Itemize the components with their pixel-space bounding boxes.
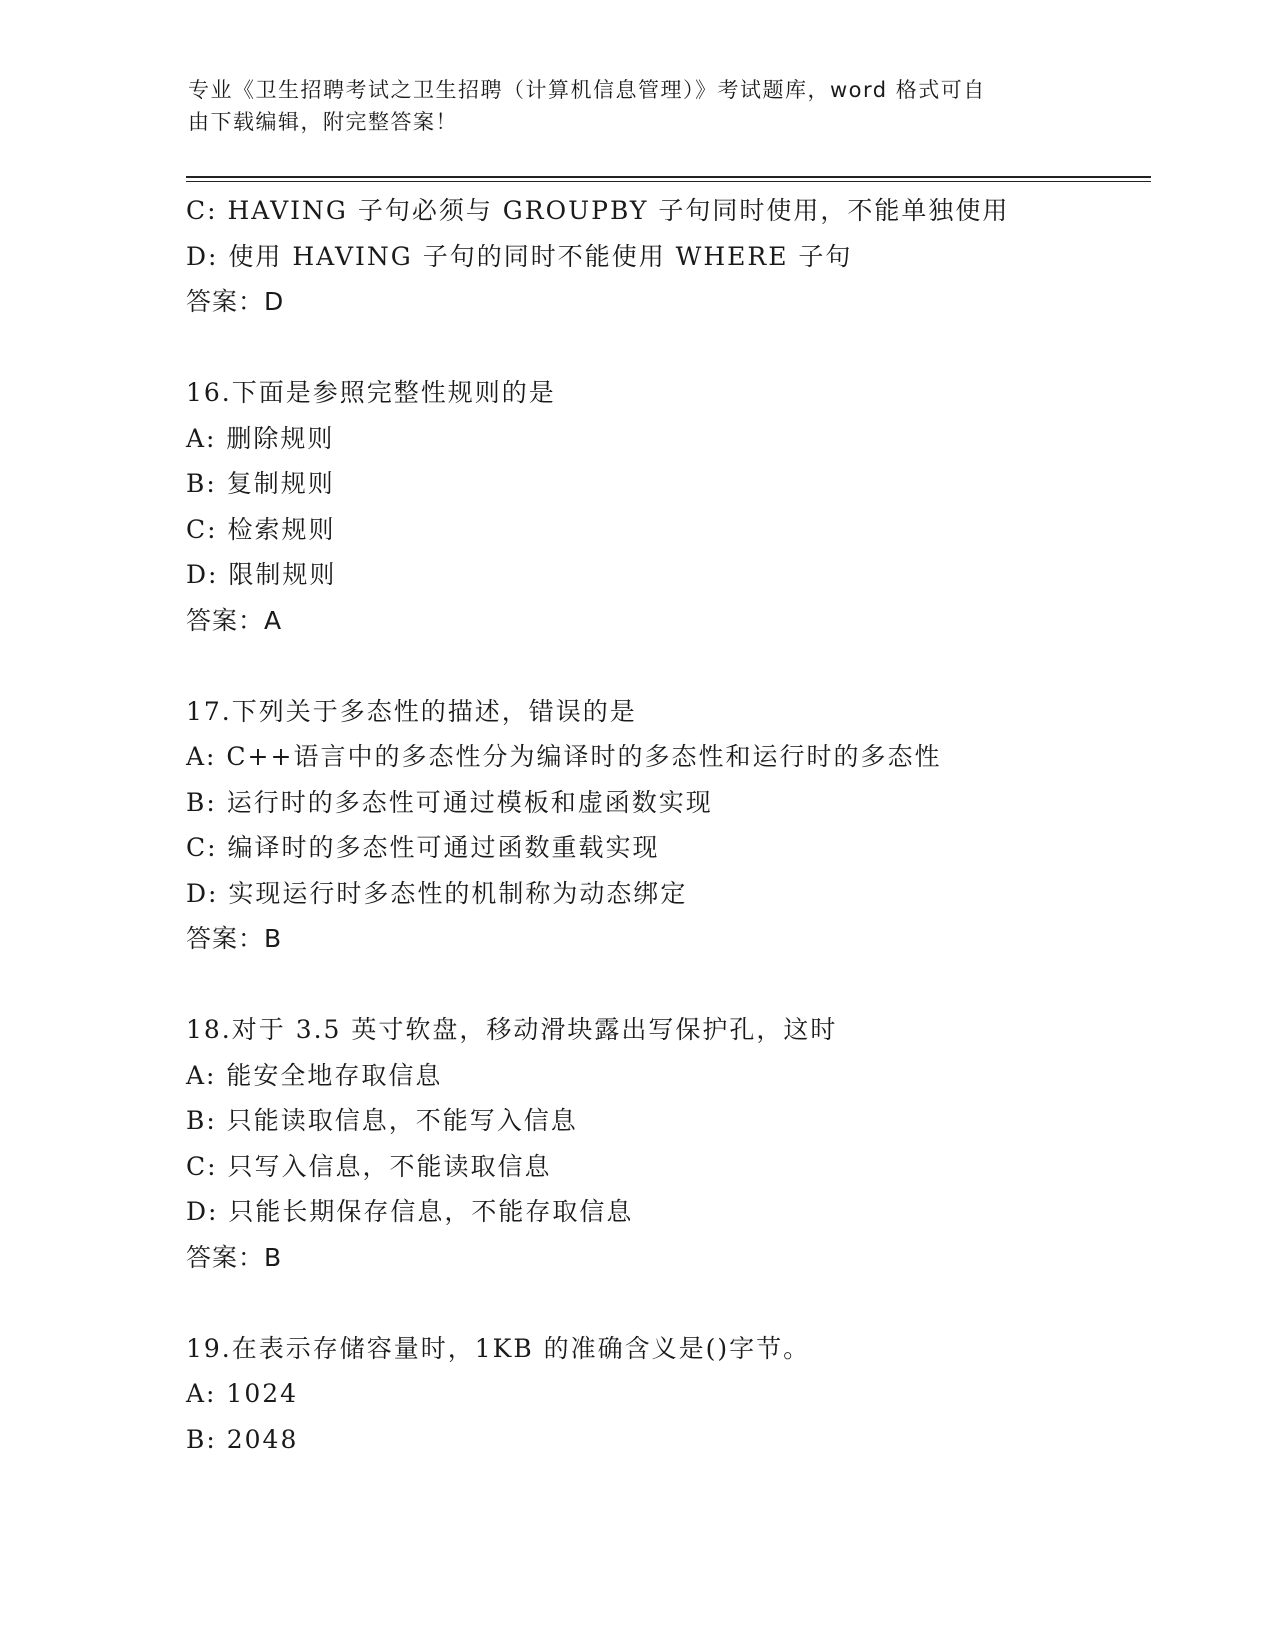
header-divider-thick bbox=[186, 176, 1151, 178]
q17-option-a: A: C++语言中的多态性分为编译时的多态性和运行时的多态性 bbox=[186, 742, 942, 771]
question-18-block bbox=[186, 1007, 1146, 1280]
question-16-block bbox=[186, 370, 1146, 643]
q18-option-b: B: 只能读取信息，不能写入信息 bbox=[186, 1106, 578, 1135]
q18-option-a: A: 能安全地存取信息 bbox=[186, 1060, 443, 1090]
q18-option-d: D: 只能长期保存信息，不能存取信息 bbox=[186, 1197, 634, 1226]
document-header bbox=[188, 74, 1068, 138]
q19-question: 19.在表示存储容量时，1KB 的准确含义是()字节。 bbox=[186, 1333, 811, 1363]
q17-question: 17.下列关于多态性的描述，错误的是 bbox=[186, 696, 637, 726]
q17-option-b: B: 运行时的多态性可通过模板和虚函数实现 bbox=[186, 787, 713, 817]
question-19-block bbox=[186, 1326, 1146, 1463]
header-line-1: 专业《卫生招聘考试之卫生招聘（计算机信息管理）》考试题库，word 格式可自 bbox=[188, 78, 986, 102]
q16-option-a: A: 删除规则 bbox=[186, 423, 335, 453]
q19-option-a: A: 1024 bbox=[186, 1379, 299, 1408]
header-line-2: 由下载编辑，附完整答案！ bbox=[188, 110, 458, 134]
q18-answer: 答案：B bbox=[186, 1242, 283, 1272]
q17-option-c: C: 编译时的多态性可通过函数重载实现 bbox=[186, 833, 660, 862]
spacer bbox=[186, 643, 1146, 689]
header-divider-thin bbox=[186, 181, 1151, 182]
q16-option-b: B: 复制规则 bbox=[186, 469, 335, 498]
spacer bbox=[186, 325, 1146, 371]
q19-option-b: B: 2048 bbox=[186, 1424, 299, 1454]
q16-option-d: D: 限制规则 bbox=[186, 560, 337, 589]
spacer bbox=[186, 962, 1146, 1008]
q15-answer: 答案：D bbox=[186, 287, 285, 316]
q16-answer: 答案：A bbox=[186, 605, 283, 635]
q18-option-c: C: 只写入信息，不能读取信息 bbox=[186, 1151, 552, 1181]
spacer bbox=[186, 1280, 1146, 1326]
q17-answer: 答案：B bbox=[186, 924, 283, 953]
question-17-block bbox=[186, 689, 1146, 962]
q15-option-c: C: HAVING 子句必须与 GROUPBY 子句同时使用，不能单独使用 bbox=[186, 196, 1010, 225]
q16-option-c: C: 检索规则 bbox=[186, 514, 336, 544]
question-15-block bbox=[186, 188, 1146, 325]
q18-question: 18.对于 3.5 英寸软盘，移动滑块露出写保护孔，这时 bbox=[186, 1015, 838, 1044]
q17-option-d: D: 实现运行时多态性的机制称为动态绑定 bbox=[186, 878, 688, 908]
question-list bbox=[186, 188, 1146, 1462]
q16-question: 16.下面是参照完整性规则的是 bbox=[186, 378, 556, 407]
q15-option-d: D: 使用 HAVING 子句的同时不能使用 WHERE 子句 bbox=[186, 241, 853, 271]
